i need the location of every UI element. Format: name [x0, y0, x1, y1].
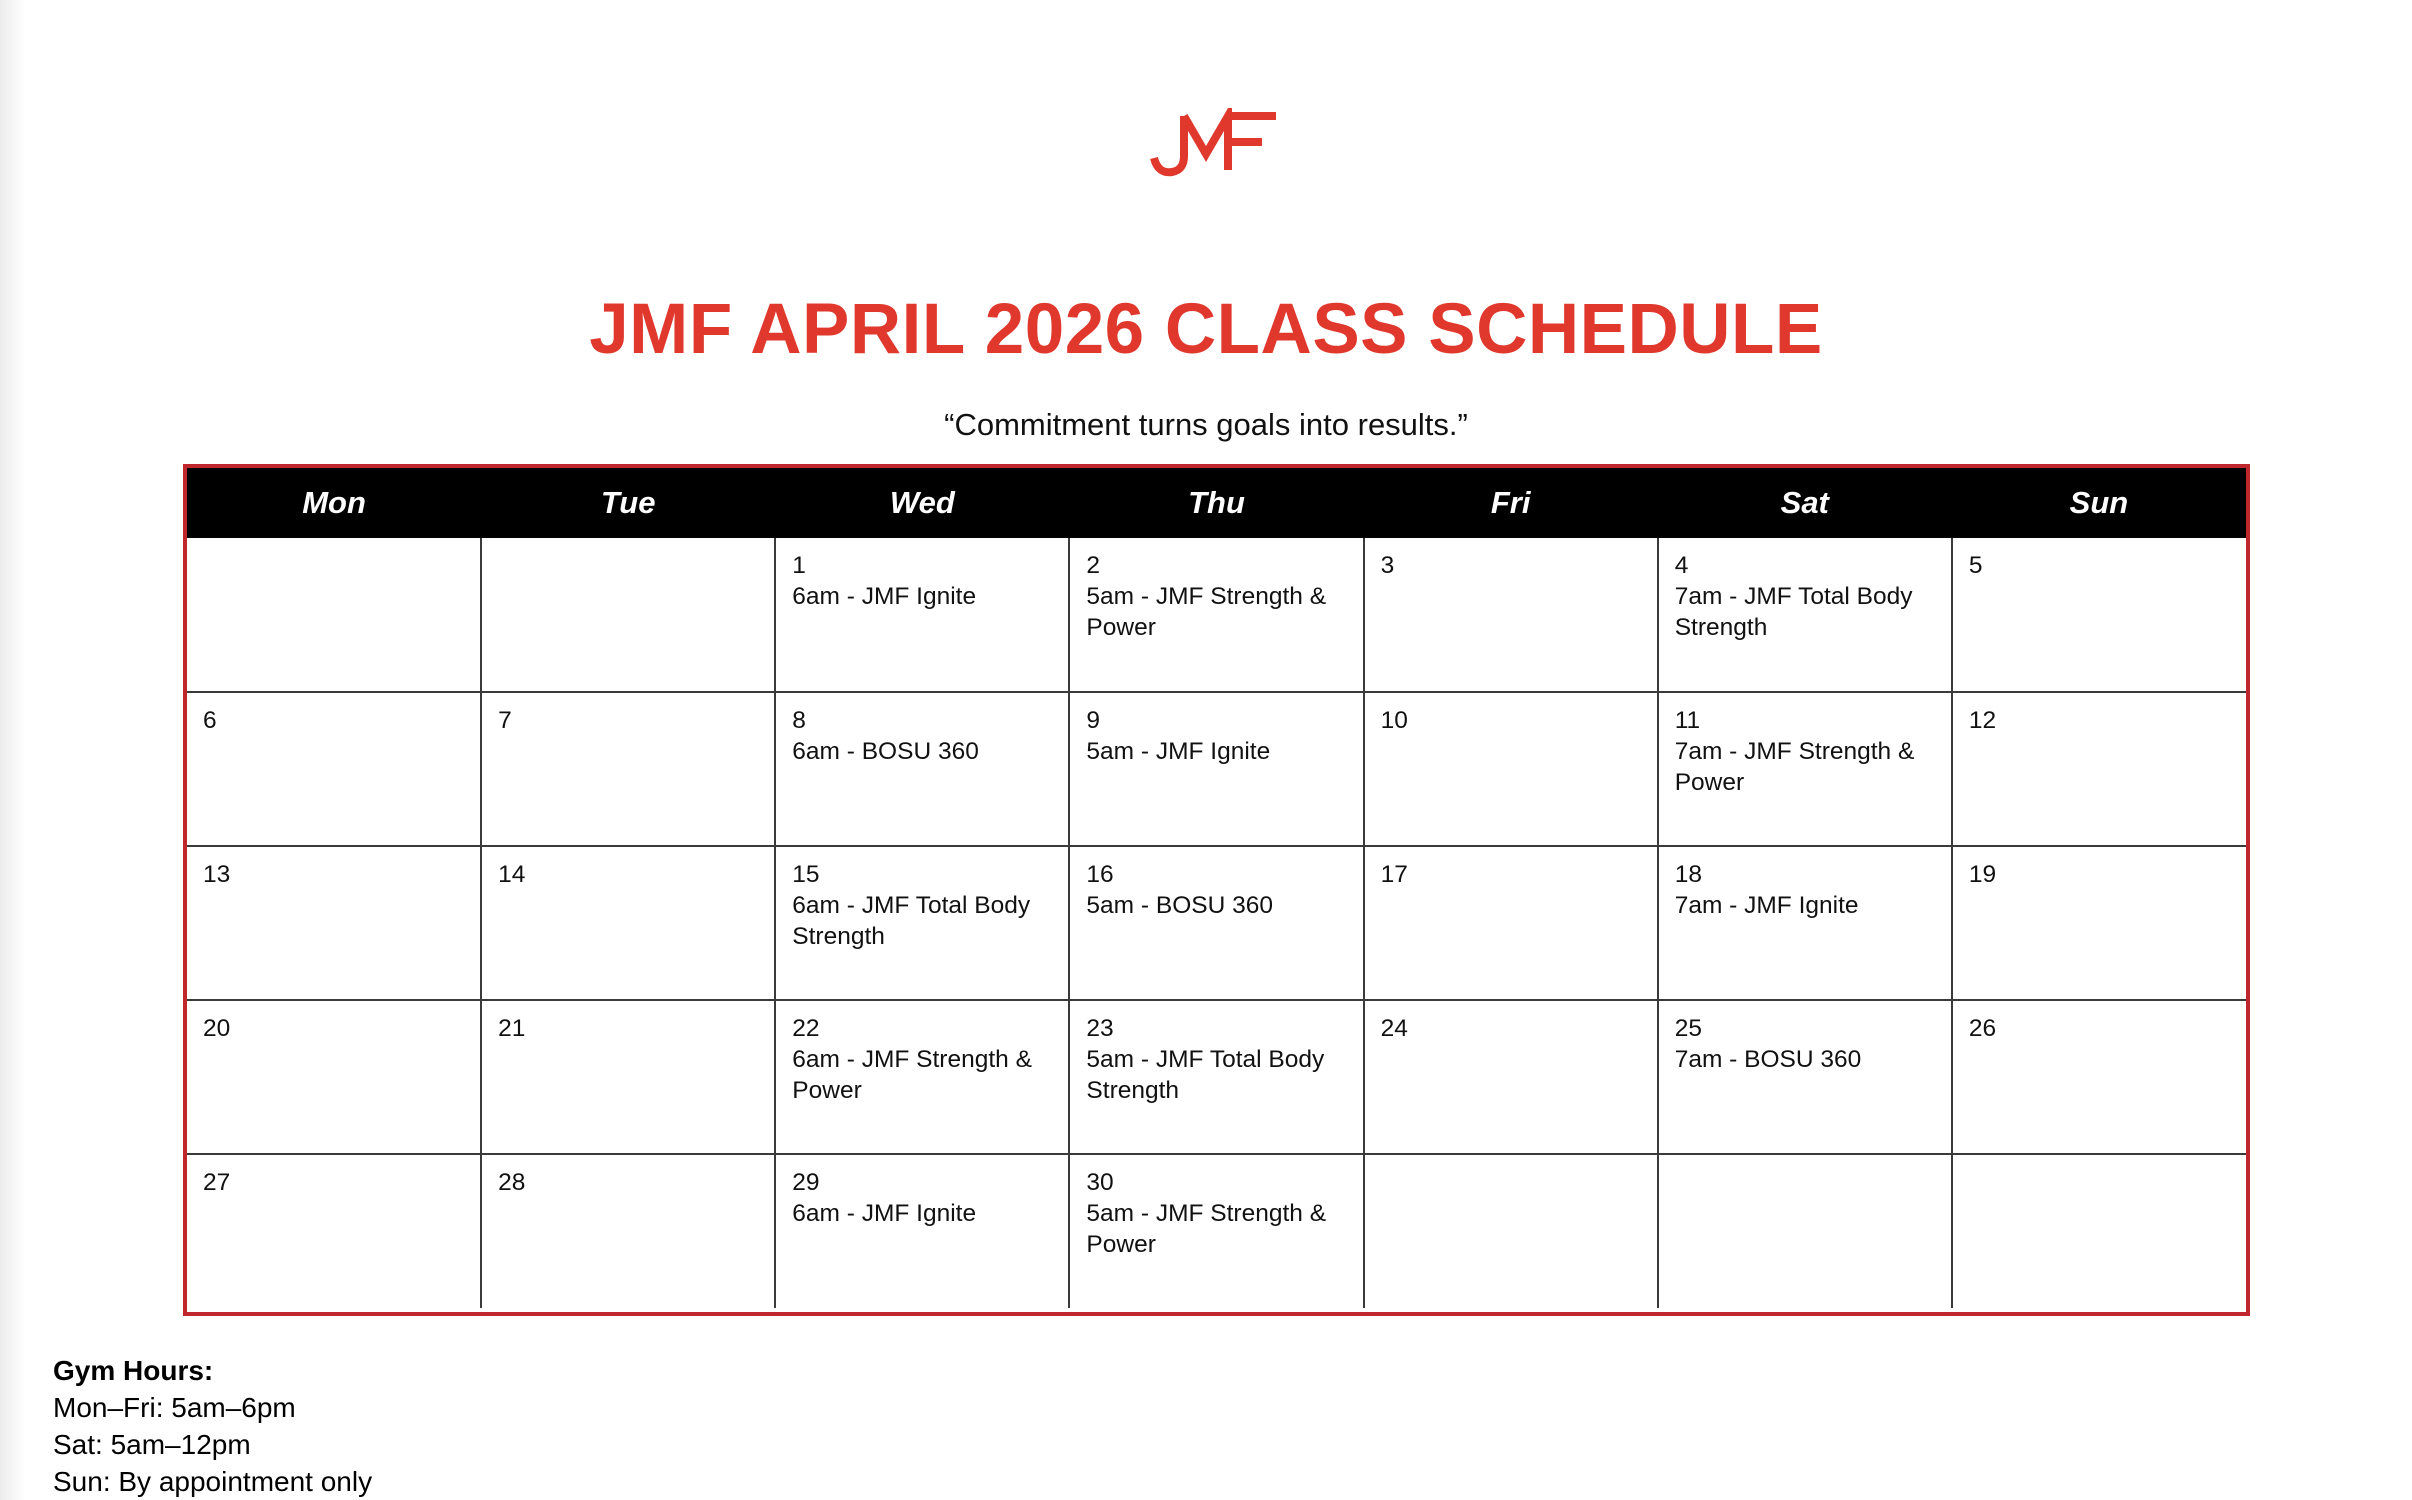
calendar-day-cell: [1364, 846, 1658, 1000]
gym-hours-weekdays: Mon–Fri: 5am–6pm: [53, 1392, 296, 1423]
calendar-day-cell: [775, 538, 1069, 692]
calendar: [183, 464, 2250, 1316]
calendar-day-cell: [1069, 538, 1363, 692]
calendar-day-cell: [1658, 1154, 1952, 1308]
page-edge-shade: [0, 0, 26, 1500]
calendar-day-cell: [1069, 1000, 1363, 1154]
calendar-day-cell: [775, 1154, 1069, 1308]
class-entry: 6am - BOSU 360: [792, 738, 979, 765]
gym-hours: [53, 1352, 372, 1500]
day-number: 19: [1968, 861, 1997, 888]
jmf-logo: [1150, 108, 1280, 178]
weekday-header-row: [187, 468, 2246, 538]
day-number: 1: [792, 552, 806, 579]
class-entry: 5am - JMF Ignite: [1086, 738, 1271, 765]
class-entry: 5am - JMF Strength & Power: [1086, 583, 1327, 641]
calendar-day-cell: [481, 846, 775, 1000]
day-number: 15: [792, 861, 820, 888]
class-entry: 7am - JMF Strength & Power: [1674, 738, 1915, 796]
class-entry: 6am - JMF Ignite: [792, 583, 977, 610]
weekday-thu: Thu: [1069, 468, 1363, 538]
schedule-title: JMF APRIL 2026 CLASS SCHEDULE: [589, 290, 1823, 369]
weekday-tue: Tue: [481, 468, 775, 538]
day-number: 28: [498, 1169, 526, 1196]
calendar-day-cell: [481, 692, 775, 846]
day-number: 14: [498, 861, 526, 888]
weekday-mon: Mon: [187, 468, 481, 538]
weekday-fri: Fri: [1364, 468, 1658, 538]
calendar-day-cell: [1952, 538, 2246, 692]
class-entry: 5am - JMF Strength & Power: [1086, 1200, 1327, 1258]
calendar-day-cell: [775, 1000, 1069, 1154]
weekday-sat: Sat: [1658, 468, 1952, 538]
class-entry: 7am - BOSU 360: [1674, 1046, 1862, 1073]
calendar-week-row: [187, 692, 2246, 846]
calendar-table: [187, 468, 2246, 1308]
class-entry: 6am - JMF Strength & Power: [792, 1046, 1032, 1104]
day-number: 23: [1086, 1015, 1114, 1042]
class-entry: 5am - JMF Total Body Strength: [1086, 1046, 1325, 1104]
day-number: 8: [792, 707, 806, 734]
day-number: 25: [1674, 1015, 1702, 1042]
calendar-day-cell: [187, 1000, 481, 1154]
calendar-day-cell: [481, 1000, 775, 1154]
day-number: 5: [1968, 552, 1983, 579]
calendar-day-cell: [1658, 692, 1952, 846]
calendar-day-cell: [187, 846, 481, 1000]
class-entry: 6am - JMF Ignite: [792, 1200, 977, 1227]
day-number: 2: [1086, 552, 1101, 579]
calendar-day-cell: [1952, 1000, 2246, 1154]
calendar-day-cell: [1952, 846, 2246, 1000]
day-number: 11: [1674, 707, 1701, 734]
calendar-day-cell: [1069, 1154, 1363, 1308]
calendar-day-cell: [1364, 692, 1658, 846]
calendar-week-row: [187, 1154, 2246, 1308]
calendar-day-cell: [1658, 846, 1952, 1000]
calendar-day-cell: [187, 538, 481, 692]
day-number: 7: [498, 707, 512, 734]
calendar-week-row: [187, 846, 2246, 1000]
day-number: 22: [792, 1015, 820, 1042]
calendar-day-cell: [187, 1154, 481, 1308]
calendar-body: [187, 538, 2246, 1308]
calendar-day-cell: [1364, 1154, 1658, 1308]
calendar-day-cell: [1364, 538, 1658, 692]
calendar-day-cell: [775, 692, 1069, 846]
day-number: 13: [203, 861, 231, 888]
day-number: 26: [1968, 1015, 1997, 1042]
class-entry: 7am - JMF Total Body Strength: [1674, 583, 1913, 641]
calendar-day-cell: [775, 846, 1069, 1000]
class-entry: 6am - JMF Total Body Strength: [792, 892, 1031, 950]
day-number: 21: [498, 1015, 526, 1042]
day-number: 4: [1674, 552, 1689, 579]
class-entry: 7am - JMF Ignite: [1674, 892, 1859, 919]
class-entry: 5am - BOSU 360: [1086, 892, 1273, 919]
day-number: 17: [1380, 861, 1408, 888]
calendar-day-cell: [1069, 692, 1363, 846]
calendar-week-row: [187, 538, 2246, 692]
gym-hours-sunday: Sun: By appointment only: [53, 1466, 373, 1497]
day-number: 27: [203, 1169, 231, 1196]
day-number: 3: [1380, 552, 1395, 579]
calendar-day-cell: [481, 538, 775, 692]
calendar-day-cell: [187, 692, 481, 846]
day-number: 30: [1086, 1169, 1114, 1196]
day-number: 18: [1674, 861, 1702, 888]
day-number: 9: [1086, 707, 1101, 734]
calendar-day-cell: [1658, 1000, 1952, 1154]
day-number: 29: [792, 1169, 820, 1196]
motivational-quote: “Commitment turns goals into results.”: [944, 407, 1468, 442]
calendar-week-row: [187, 1000, 2246, 1154]
day-number: 16: [1086, 861, 1114, 888]
day-number: 20: [203, 1015, 231, 1042]
gym-hours-title: Gym Hours:: [53, 1355, 214, 1386]
calendar-day-cell: [1952, 1154, 2246, 1308]
calendar-day-cell: [1364, 1000, 1658, 1154]
calendar-day-cell: [1069, 846, 1363, 1000]
calendar-day-cell: [1952, 692, 2246, 846]
day-number: 10: [1380, 707, 1408, 734]
weekday-wed: Wed: [775, 468, 1069, 538]
calendar-day-cell: [1658, 538, 1952, 692]
calendar-day-cell: [481, 1154, 775, 1308]
gym-hours-saturday: Sat: 5am–12pm: [53, 1429, 251, 1460]
day-number: 12: [1968, 707, 1997, 734]
weekday-sun: Sun: [1952, 468, 2246, 538]
day-number: 6: [203, 707, 217, 734]
day-number: 24: [1380, 1015, 1408, 1042]
